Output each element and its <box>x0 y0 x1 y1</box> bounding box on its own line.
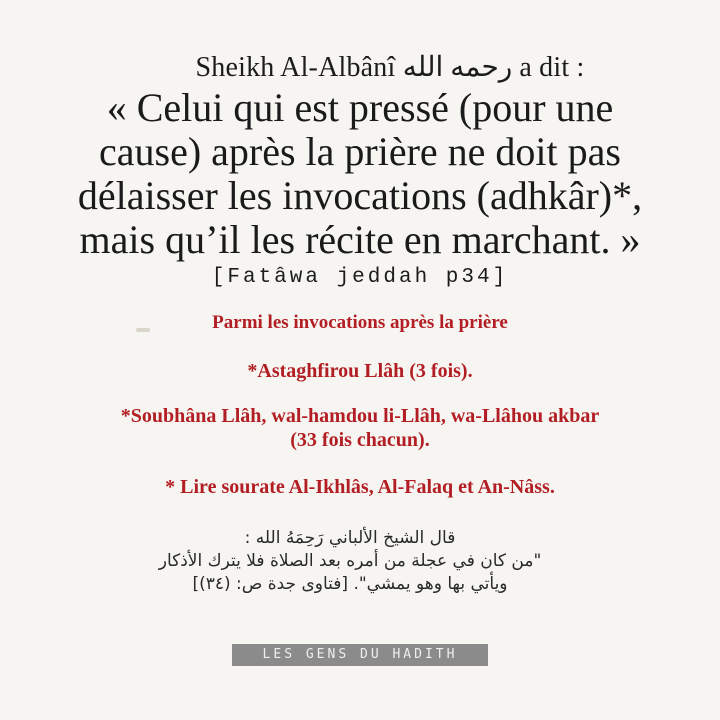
invocation-item-astaghfirou: *Astaghfirou Llâh (3 fois). <box>247 360 473 382</box>
quote-line-4: mais qu’il les récite en marchant. » <box>79 217 641 262</box>
invocation-item-tasbih-line-1: *Soubhâna Llâh, wal-hamdou li-Llâh, wa-Llâhou akbar <box>120 405 600 427</box>
quote-line-3: délaisser les invocations (adhkâr)*, <box>77 173 643 218</box>
invocations-heading: Parmi les invocations après la prière <box>212 312 508 333</box>
arabic-line-3: ويأتي بها وهو يمشي". [فتاوى جدة ص: (٣٤)] <box>192 574 508 594</box>
invocation-item-sourates: * Lire sourate Al-Ikhlâs, Al-Falaq et An-Nâss. <box>165 476 555 498</box>
arabic-line-1: قال الشيخ الألباني رَحِمَهُ الله : <box>244 528 456 548</box>
brand-watermark: LES GENS DU HADITH <box>232 644 488 666</box>
quote-line-2: cause) après la prière ne doit pas <box>99 129 621 174</box>
invocation-item-tasbih-line-2: (33 fois chacun). <box>290 429 430 451</box>
arabic-line-2: "من كان في عجلة من أمره بعد الصلاة فلا يترك الأذكار <box>158 551 542 571</box>
invocation-item-tasbih <box>0 404 720 452</box>
attribution-line: Sheikh Al-Albânî رحمه الله a dit : <box>195 52 585 83</box>
quote-line-1: « Celui qui est pressé (pour une <box>106 85 614 130</box>
main-quote <box>30 86 690 262</box>
source-reference: [Fatâwa jeddah p34] <box>211 266 509 289</box>
arabic-quote <box>0 527 720 596</box>
